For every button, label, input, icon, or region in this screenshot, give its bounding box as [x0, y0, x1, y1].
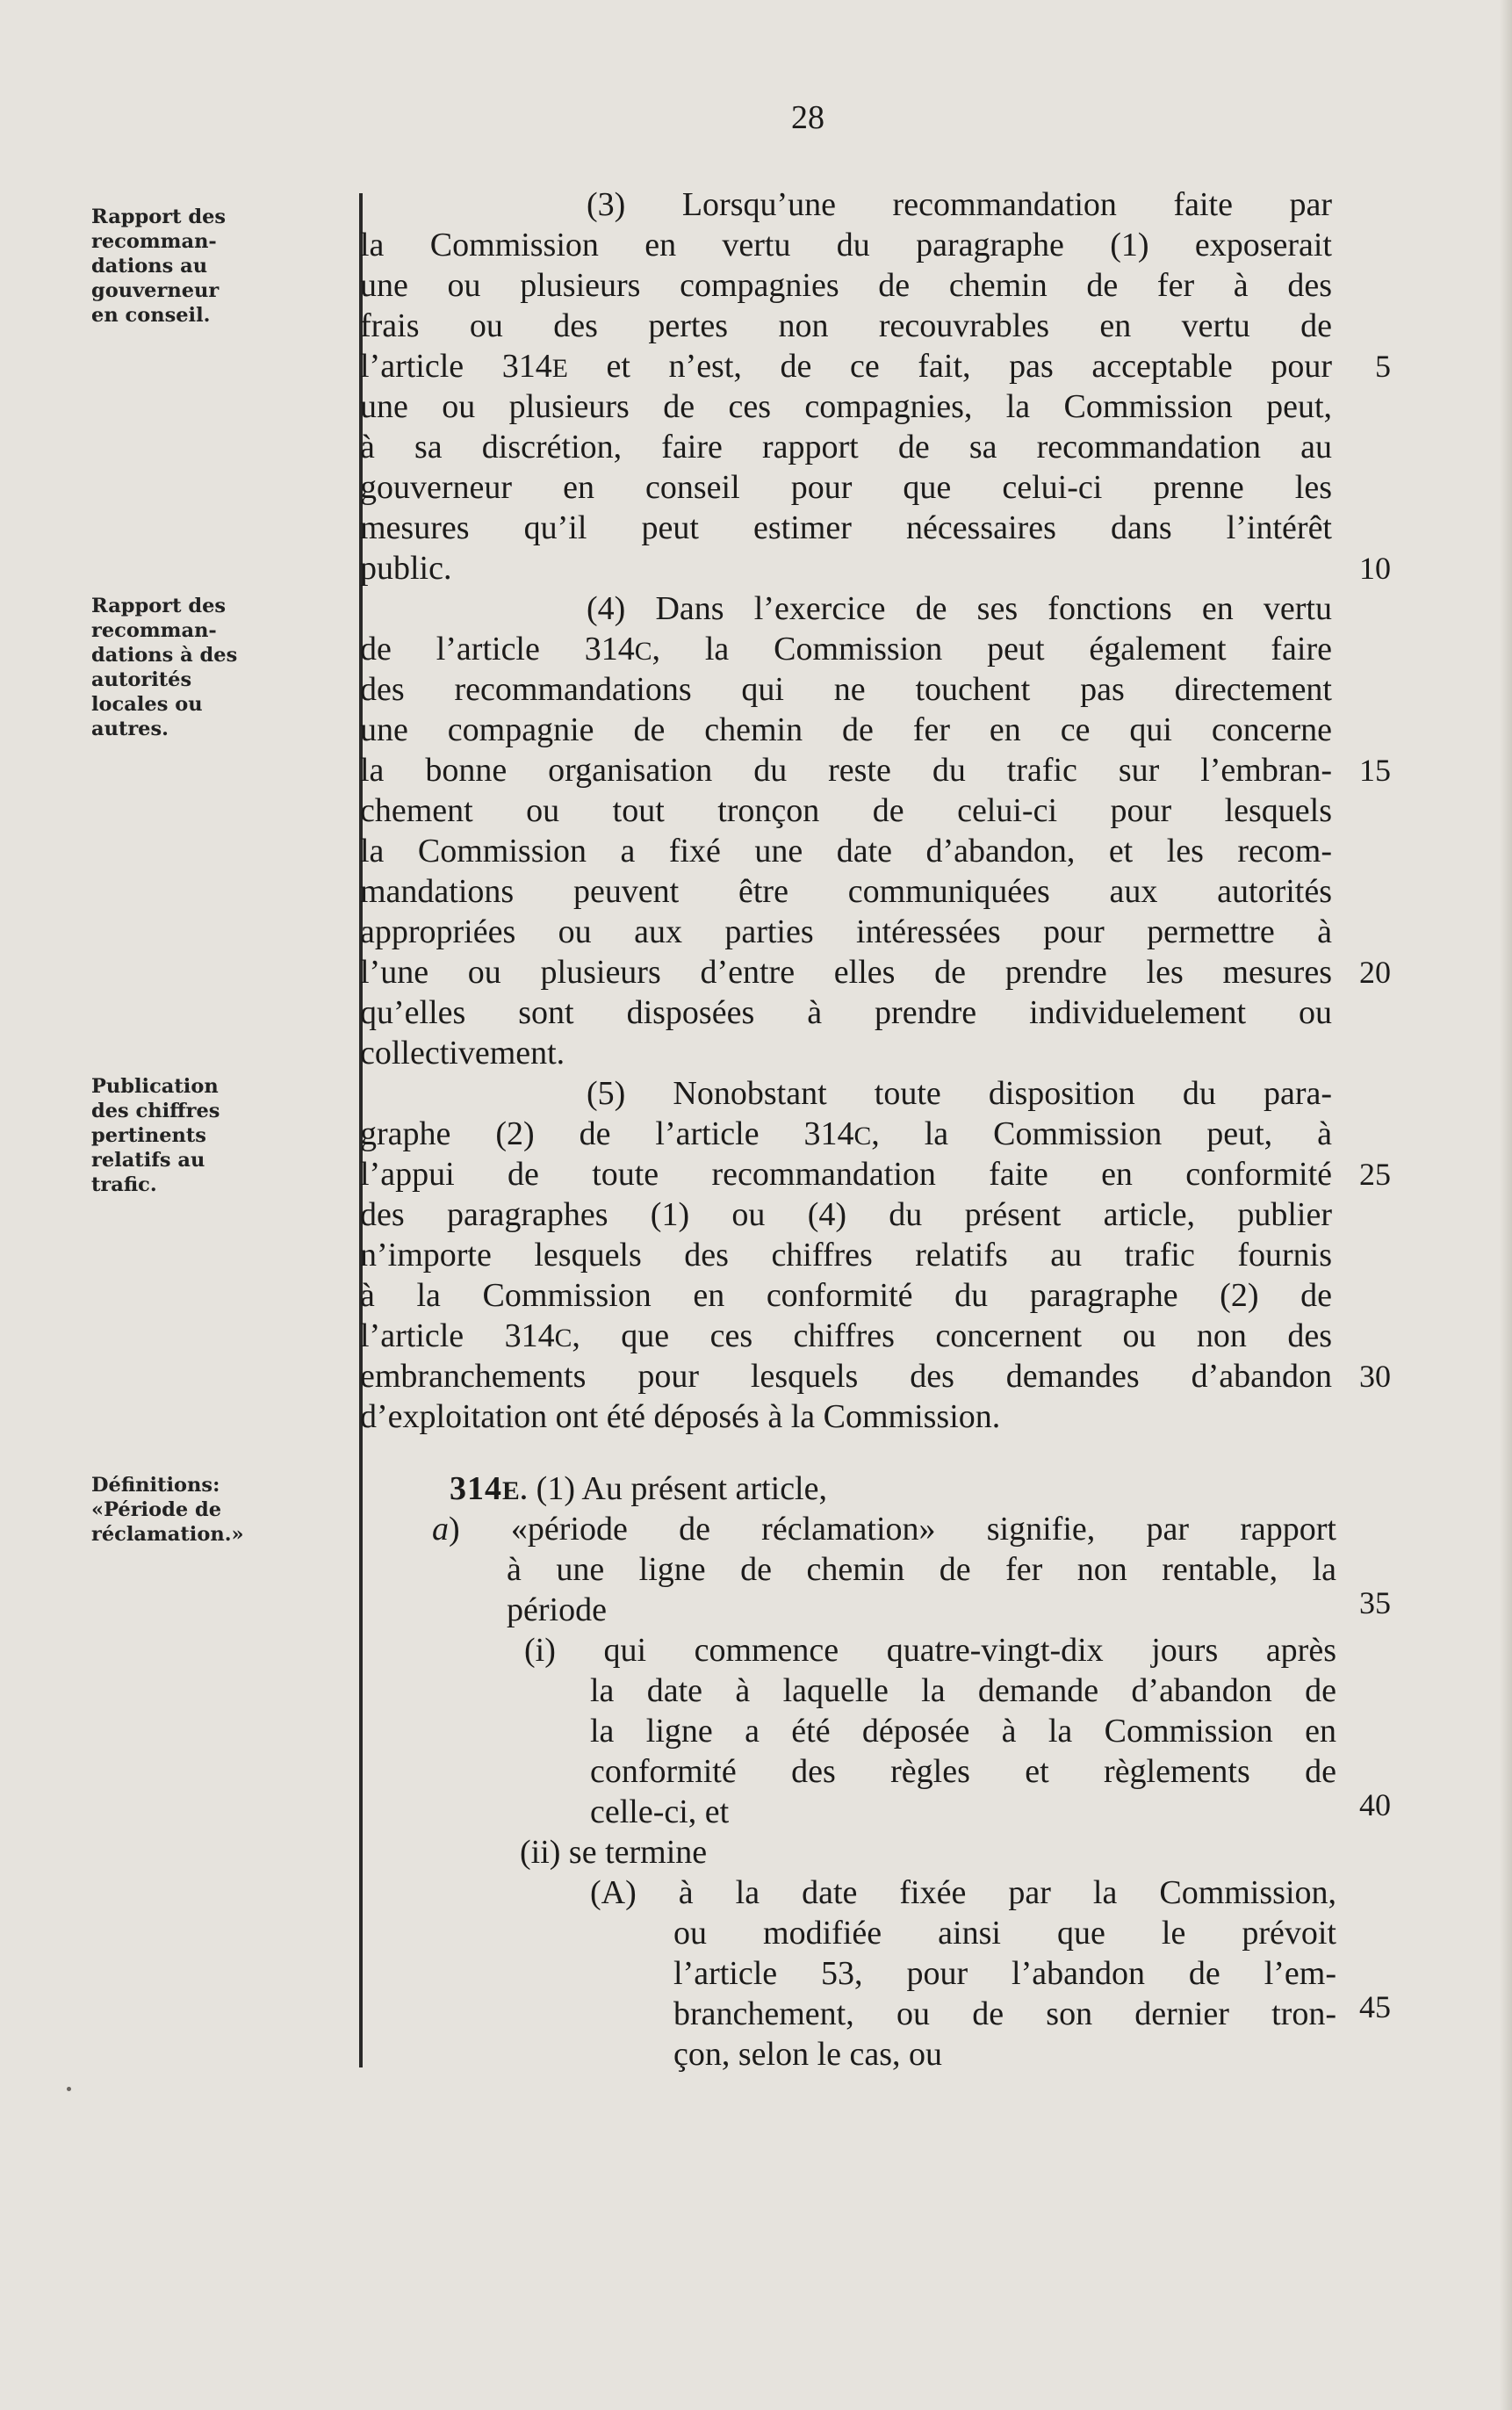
- body-line: l’appui de toute recommandation faite en conformité: [360, 1156, 1332, 1193]
- sidenote-line: Rapport des: [91, 595, 227, 617]
- line-number: 30: [1359, 1359, 1391, 1394]
- sidenote-line: Rapport des: [91, 206, 227, 228]
- body-line: (i) qui commence quatre-vingt-dix jours après: [524, 1632, 1336, 1669]
- line-number: 15: [1359, 753, 1391, 788]
- body-line: mandations peuvent être communiquées aux autorités: [360, 873, 1332, 910]
- line-number: 40: [1359, 1787, 1391, 1822]
- body-line: qu’elles sont disposées à prendre individuelement ou: [360, 994, 1332, 1031]
- line-number: 10: [1359, 551, 1391, 586]
- inline-text: l’article 314: [360, 348, 552, 385]
- body-line: frais ou des pertes non recouvrables en vertu de: [360, 307, 1332, 344]
- inline-text: (1) Au présent article,: [536, 1470, 827, 1507]
- sidenote-line: autorités: [91, 668, 192, 691]
- sidenote-line: Publication: [91, 1075, 219, 1098]
- inline-text: de l’article 314: [360, 631, 635, 667]
- line-number: 35: [1359, 1585, 1391, 1620]
- section-number-suffix: E.: [502, 1477, 529, 1505]
- body-line: (4) Dans l’exercice de ses fonctions en vertu: [587, 590, 1332, 627]
- body-line: gouverneur en conseil pour que celui-ci prenne les: [360, 469, 1332, 506]
- section-heading-line: [450, 1468, 827, 1509]
- body-line: des paragraphes (1) ou (4) du présent article, publier: [360, 1196, 1332, 1233]
- body-line: (5) Nonobstant toute disposition du para-: [587, 1075, 1332, 1112]
- small-cap: C: [554, 1324, 572, 1353]
- sidenote-line: autres.: [91, 718, 169, 740]
- body-line: des recommandations qui ne touchent pas directement: [360, 671, 1332, 708]
- body-line: la date à laquelle la demande d’abandon de: [590, 1672, 1336, 1709]
- body-line: la bonne organisation du reste du trafic sur l’embran-: [360, 752, 1332, 789]
- sidenote-report-governor: [91, 205, 284, 328]
- page-edge-shadow: [1500, 0, 1512, 2410]
- sidenote-line: en conseil.: [91, 304, 211, 327]
- section-number: 314: [450, 1470, 502, 1507]
- body-line: à la Commission en conformité du paragraphe (2) de: [360, 1277, 1332, 1314]
- sidenote-report-authorities: [91, 594, 284, 741]
- inline-text: et n’est, de ce fait, pas acceptable pour: [567, 348, 1332, 385]
- sidenote-line: relatifs au: [91, 1149, 205, 1172]
- body-line: l’article 53, pour l’abandon de l’em-: [673, 1955, 1336, 1992]
- sidenote-line: recomman-: [91, 619, 217, 642]
- body-line: public.: [360, 550, 452, 587]
- line-number: 5: [1375, 349, 1391, 384]
- body-line: conformité des règles et règlements de: [590, 1753, 1336, 1790]
- body-line: mesures qu’il peut estimer nécessaires dans l’intérêt: [360, 509, 1332, 546]
- body-line: la Commission en vertu du paragraphe (1) exposerait: [360, 227, 1332, 263]
- body-line: la Commission a fixé une date d’abandon, et les recom-: [360, 833, 1332, 869]
- body-line: (A) à la date fixée par la Commission,: [590, 1874, 1336, 1911]
- body-line: l’une ou plusieurs d’entre elles de prendre les mesures: [360, 954, 1332, 991]
- sidenote-publication: [91, 1074, 284, 1197]
- small-cap: C: [634, 638, 652, 666]
- body-line: chement ou tout tronçon de celui-ci pour lesquels: [360, 792, 1332, 829]
- line-number: 25: [1359, 1157, 1391, 1192]
- body-line: branchement, ou de son dernier tron-: [673, 1995, 1336, 2032]
- body-line: une ou plusieurs de ces compagnies, la Commission peut,: [360, 388, 1332, 425]
- small-cap: E: [551, 355, 568, 383]
- inline-text: ) «période de réclamation» signifie, par rapport: [449, 1511, 1336, 1548]
- body-line: à sa discrétion, faire rapport de sa recommandation au: [360, 429, 1332, 465]
- small-cap: C: [853, 1122, 872, 1151]
- sidenote-line: réclamation.»: [91, 1523, 244, 1546]
- sidenote-line: recomman-: [91, 230, 217, 253]
- body-line: appropriées ou aux parties intéressées pour permettre à: [360, 913, 1332, 950]
- body-line: période: [507, 1591, 607, 1628]
- body-line: une compagnie de chemin de fer en ce qui concerne: [360, 711, 1332, 748]
- sidenote-line: trafic.: [91, 1173, 157, 1196]
- inline-text: , la Commission peut, à: [871, 1115, 1332, 1152]
- sidenote-line: locales ou: [91, 693, 203, 716]
- body-line: [360, 1316, 1332, 1356]
- body-line: à une ligne de chemin de fer non rentable, la: [507, 1551, 1336, 1588]
- body-line: collectivement.: [360, 1035, 565, 1072]
- inline-text: , la Commission peut également faire: [652, 631, 1332, 667]
- body-line: (ii) se termine: [520, 1834, 708, 1871]
- body-line: la ligne a été déposée à la Commission en: [590, 1713, 1336, 1750]
- body-line: çon, selon le cas, ou: [673, 2036, 943, 2073]
- body-line: [432, 1509, 1336, 1549]
- page-number: 28: [791, 99, 824, 136]
- line-number: 45: [1359, 1989, 1391, 2024]
- sidenote-line: pertinents: [91, 1124, 206, 1147]
- sidenote-line: Définitions:: [91, 1474, 220, 1497]
- inline-text: l’article 314: [360, 1317, 555, 1354]
- sidenote-line: des chiffres: [91, 1100, 220, 1122]
- inline-text: graphe (2) de l’article 314: [360, 1115, 854, 1152]
- paper-speck: [67, 2087, 71, 2091]
- body-line: d’exploitation ont été déposés à la Commission.: [360, 1398, 1001, 1435]
- sidenote-line: dations au: [91, 255, 208, 278]
- paragraph-letter: a: [432, 1511, 449, 1548]
- body-line: une ou plusieurs compagnies de chemin de fer à des: [360, 267, 1332, 304]
- sidenote-line: «Période de: [91, 1498, 222, 1521]
- line-number: 20: [1359, 955, 1391, 990]
- sidenote-line: gouverneur: [91, 279, 220, 302]
- body-line: [360, 629, 1332, 669]
- body-line: [360, 1114, 1332, 1154]
- body-line: celle-ci, et: [590, 1793, 730, 1830]
- body-line: n’importe lesquels des chiffres relatifs au trafic fournis: [360, 1237, 1332, 1274]
- body-line: (3) Lorsqu’une recommandation faite par: [587, 186, 1332, 223]
- sidenote-definitions: [91, 1473, 284, 1547]
- body-line: embranchements pour lesquels des demandes d’abandon: [360, 1358, 1332, 1395]
- sidenote-line: dations à des: [91, 644, 238, 667]
- body-line: [360, 346, 1332, 386]
- body-line: ou modifiée ainsi que le prévoit: [673, 1915, 1336, 1952]
- inline-text: , que ces chiffres concernent ou non des: [572, 1317, 1332, 1354]
